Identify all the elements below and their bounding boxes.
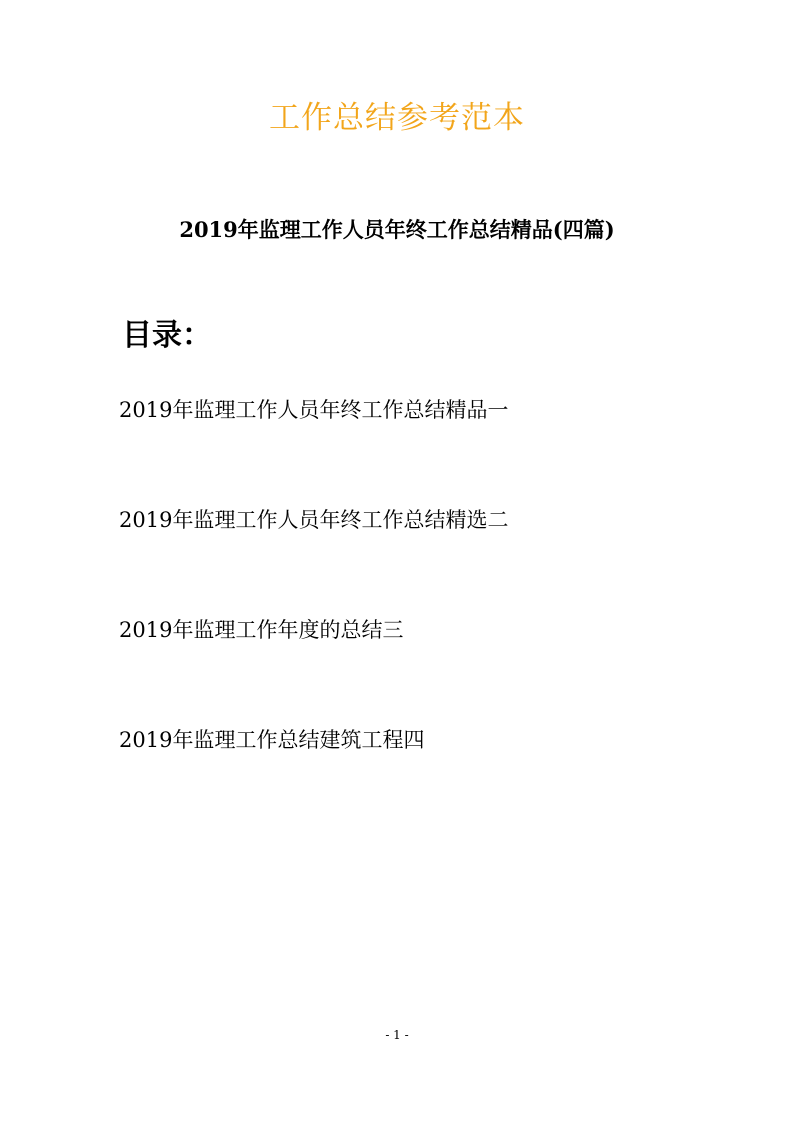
toc-item-2[interactable]: 2019年监理工作人员年终工作总结精选二: [119, 508, 509, 532]
page-number: - 1 -: [385, 1028, 409, 1042]
toc-item-3[interactable]: 2019年监理工作年度的总结三: [119, 618, 404, 642]
toc-heading: 目录：: [122, 318, 212, 353]
banner-title: 工作总结参考范本: [269, 100, 525, 136]
toc-item-1[interactable]: 2019年监理工作人员年终工作总结精品一: [119, 398, 509, 422]
toc-item-4[interactable]: 2019年监理工作总结建筑工程四: [119, 728, 425, 752]
document-title: 2019年监理工作人员年终工作总结精品(四篇): [179, 217, 615, 242]
toc-list: [119, 394, 508, 834]
